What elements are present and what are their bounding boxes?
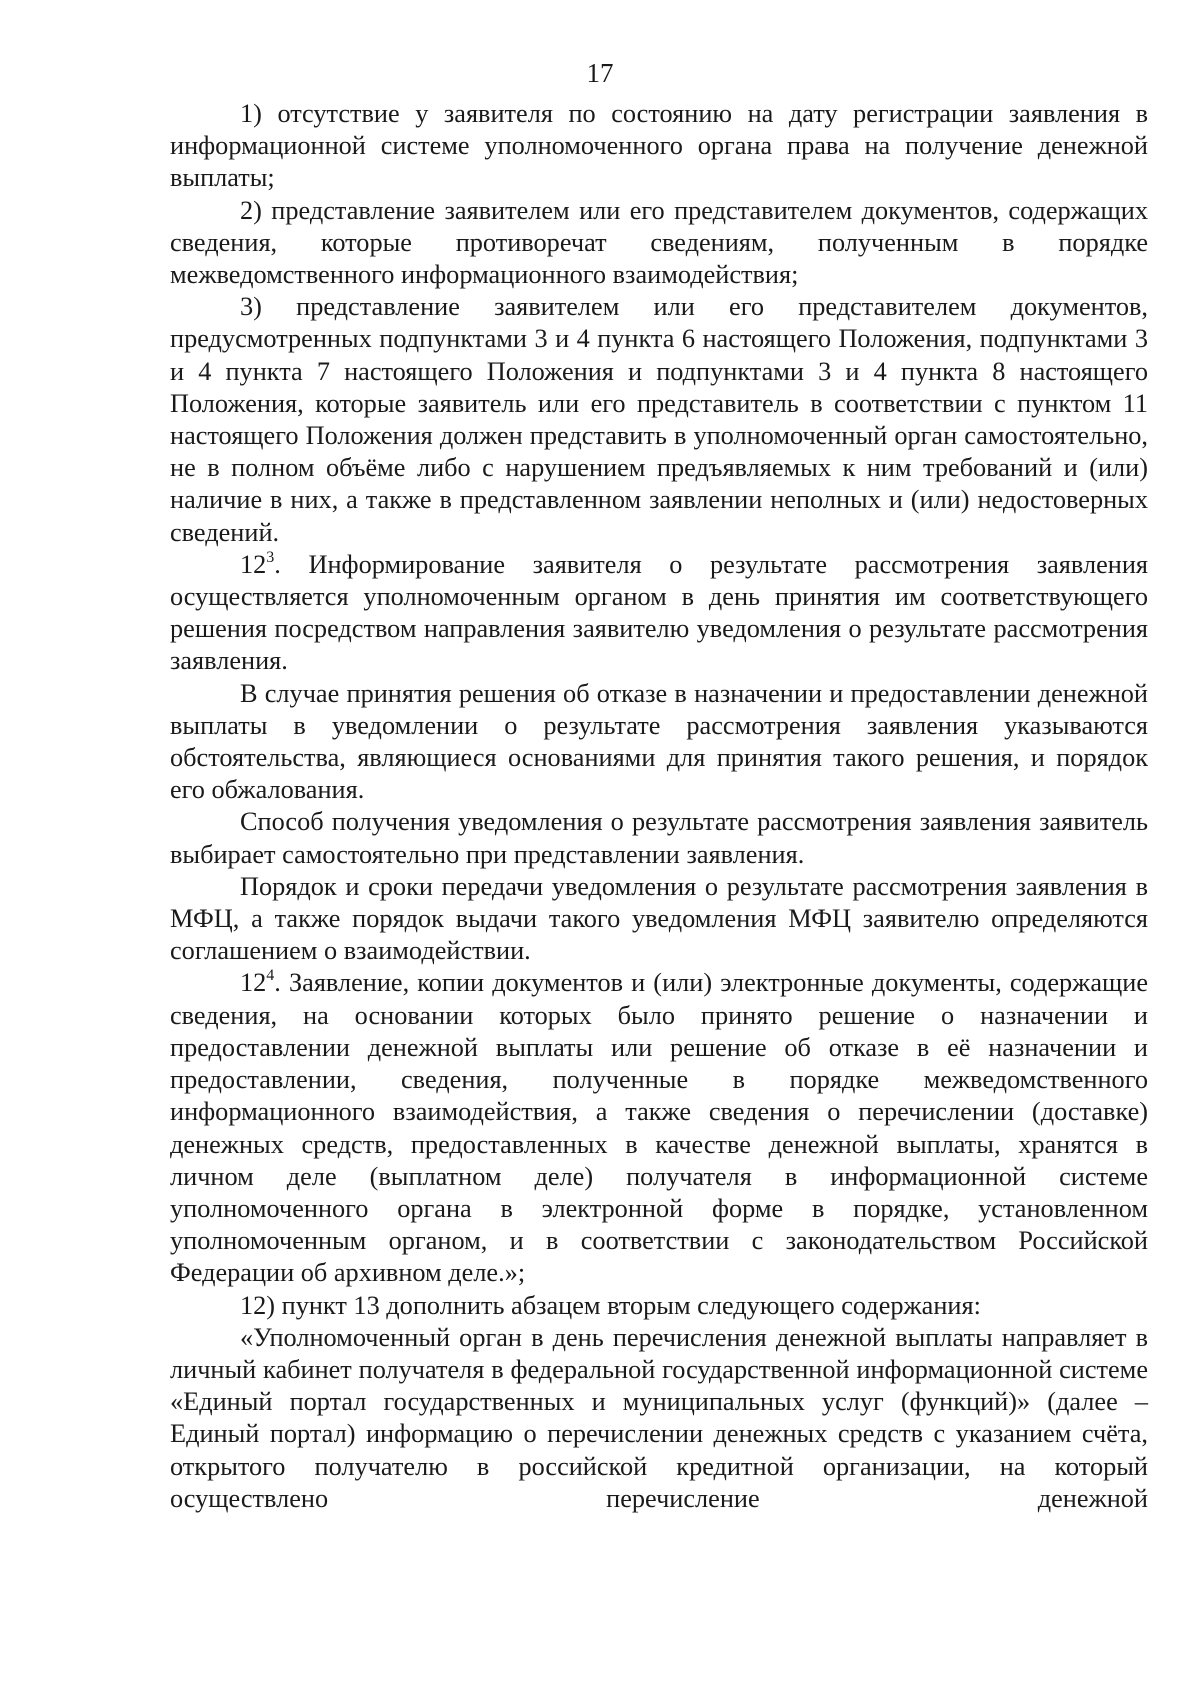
clause-number: 12 xyxy=(240,549,267,579)
paragraph-12-3: $12^3$. Информирование заявителя о результате рассмотрения заявления осуществляется уполномоченным органом в день принятия им соответствующего решения посредством направления заявителю уведомления о результате рассмотрения заявления. xyxy=(170,548,1148,676)
paragraph-2: 2) представление заявителем или его представителем документов, содержащих сведения, которые противоречат сведениям, полученным в порядке межведомственного информационного взаимодействия; xyxy=(170,195,1148,290)
paragraph-method: Способ получения уведомления о результате рассмотрения заявления заявитель выбирает самостоятельно при представлении заявления. xyxy=(170,807,1148,869)
clause-superscript: 4 xyxy=(266,967,275,985)
paragraph-mfc: Порядок и сроки передачи уведомления о результате рассмотрения заявления в МФЦ, а также порядок выдачи такого уведомления МФЦ заявителю определяются соглашением о взаимодействии. xyxy=(170,871,1148,966)
clause-superscript: 3 xyxy=(266,548,275,566)
paragraph-1: 1) отсутствие у заявителя по состоянию на дату регистрации заявления в информационной системе уполномоченного органа права на получение денежной выплаты; xyxy=(170,99,1148,193)
page-number: 17 xyxy=(586,58,614,88)
paragraph-12-4: $12^4$. Заявление, копии документов и (или) электронные документы, содержащие сведения, на основании которых было принято решение о назначении и предоставлении денежной выплаты или решение об отказе в её назначении и предоставлении, сведения, полученные в порядке межведомственного информационного взаимодействия, а также сведения о перечислении (доставке) денежных средств, предоставленных в качестве денежной выплаты, хранятся в личном деле (выплатном деле) получателя в информационной системе уполномоченного органа в электронной форме в порядке, установленном уполномоченным органом, и в соответствии с законодательством Российской Федерации об архивном деле.»; xyxy=(170,967,1148,1288)
paragraph-3: 3) представление заявителем или его представителем документов, предусмотренных подпунктами 3 и 4 пункта 6 настоящего Положения, подпунктами 3 и 4 пункта 7 настоящего Положения и подпунктами 3 и 4 пункта 8 настоящего Положения, которые заявитель или его представитель в соответствии с пунктом 11 настоящего Положения должен представить в уполномоченный орган самостоятельно, не в полном объёме либо с нарушением предъявляемых к ним требований и (или) наличие в них, а также в представленном заявлении неполных и (или) недостоверных сведений. xyxy=(170,292,1148,547)
document-body xyxy=(170,98,1148,1515)
paragraph-refusal: В случае принятия решения об отказе в назначении и предоставлении денежной выплаты в уведомлении о результате рассмотрения заявления указываются обстоятельства, являющиеся основаниями для принятия такого решения, и порядок его обжалования. xyxy=(170,678,1148,805)
clause-number: 12 xyxy=(240,968,267,998)
paragraph-12: 12) пункт 13 дополнить абзацем вторым следующего содержания: xyxy=(240,1290,981,1320)
paragraph-quote: «Уполномоченный орган в день перечисления денежной выплаты направляет в личный кабинет получателя в федеральной государственной информационной системе «Единый портал государственных и муниципальных услуг (функций)» (далее – Единый портал) информацию о перечислении денежных средств с указанием счёта, открытого получателю в российской кредитной организации, на который осуществлено перечисление денежной xyxy=(170,1322,1148,1513)
